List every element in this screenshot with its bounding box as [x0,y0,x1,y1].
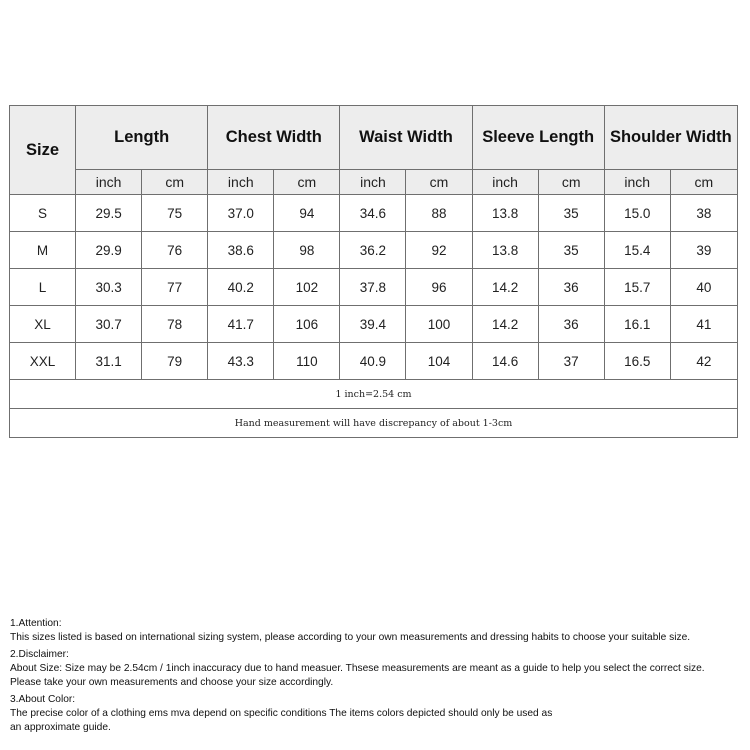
measure-cell: 14.2 [472,269,538,306]
measure-cell: 38.6 [208,232,274,269]
measure-cell: 98 [274,232,340,269]
measure-cell: 104 [406,343,472,380]
disclaimer-text: About Size: Size may be 2.54cm / 1inch inaccuracy due to hand measuer. Thsese measurements are meant as a guide to help you select the correct size. [10,663,705,674]
measure-cell: 30.3 [76,269,142,306]
unit-cell: inch [604,170,670,195]
measure-cell: 92 [406,232,472,269]
measure-cell: 15.0 [604,195,670,232]
attention-section [10,617,745,645]
header-row [10,106,738,170]
table-row [10,232,738,269]
table-row [10,195,738,232]
unit-cell: cm [670,170,737,195]
measure-cell: 39.4 [340,306,406,343]
measure-cell: 41 [670,306,737,343]
unit-cell: cm [406,170,472,195]
measure-cell: 34.6 [340,195,406,232]
measure-cell: 40 [670,269,737,306]
measure-cell: 35 [538,232,604,269]
header-chest-width: Chest Width [208,106,340,170]
size-notes [10,617,745,738]
measure-cell: 96 [406,269,472,306]
measure-cell: 36 [538,269,604,306]
measure-cell: 40.2 [208,269,274,306]
size-cell: M [10,232,76,269]
measure-cell: 37.8 [340,269,406,306]
measure-cell: 38 [670,195,737,232]
discrepancy-note: Hand measurement will have discrepancy of about 1-3cm [10,409,738,438]
measure-cell: 16.5 [604,343,670,380]
header-waist-width: Waist Width [340,106,472,170]
measure-cell: 29.5 [76,195,142,232]
disclaimer-text: Please take your own measurements and choose your size accordingly. [10,677,334,688]
color-text: an approximate guide. [10,722,111,733]
size-cell: L [10,269,76,306]
size-cell: S [10,195,76,232]
unit-cell: inch [76,170,142,195]
measure-cell: 30.7 [76,306,142,343]
conversion-note: 1 inch=2.54 cm [10,380,738,409]
unit-row [10,170,738,195]
table-row [10,343,738,380]
measure-cell: 31.1 [76,343,142,380]
attention-title: 1.Attention: [10,618,62,629]
measure-cell: 41.7 [208,306,274,343]
discrepancy-row [10,409,738,438]
color-text: The precise color of a clothing ems mva depend on specific conditions The items colors depicted should only be used as [10,708,553,719]
measure-cell: 29.9 [76,232,142,269]
measure-cell: 13.8 [472,195,538,232]
size-cell: XXL [10,343,76,380]
unit-cell: cm [142,170,208,195]
size-header: Size [10,106,76,195]
measure-cell: 78 [142,306,208,343]
unit-cell: inch [340,170,406,195]
unit-cell: cm [538,170,604,195]
measure-cell: 88 [406,195,472,232]
measure-cell: 13.8 [472,232,538,269]
measure-cell: 15.7 [604,269,670,306]
measure-cell: 14.6 [472,343,538,380]
measure-cell: 43.3 [208,343,274,380]
table-row [10,306,738,343]
header-length: Length [76,106,208,170]
disclaimer-title: 2.Disclaimer: [10,649,69,660]
disclaimer-section [10,648,745,690]
header-sleeve-length: Sleeve Length [472,106,604,170]
measure-cell: 16.1 [604,306,670,343]
measure-cell: 100 [406,306,472,343]
measure-cell: 42 [670,343,737,380]
unit-cell: inch [472,170,538,195]
measure-cell: 37 [538,343,604,380]
unit-cell: inch [208,170,274,195]
table-row [10,269,738,306]
measure-cell: 106 [274,306,340,343]
measure-cell: 35 [538,195,604,232]
header-shoulder-width: Shoulder Width [604,106,737,170]
measure-cell: 14.2 [472,306,538,343]
color-section [10,693,745,735]
measure-cell: 110 [274,343,340,380]
size-cell: XL [10,306,76,343]
measure-cell: 94 [274,195,340,232]
measure-cell: 36.2 [340,232,406,269]
measure-cell: 79 [142,343,208,380]
measure-cell: 75 [142,195,208,232]
measure-cell: 39 [670,232,737,269]
conversion-row [10,380,738,409]
attention-text: This sizes listed is based on international sizing system, please according to your own measurements and dressing habits to choose your suitable size. [10,632,691,643]
measure-cell: 102 [274,269,340,306]
measure-cell: 37.0 [208,195,274,232]
measure-cell: 77 [142,269,208,306]
measure-cell: 15.4 [604,232,670,269]
color-title: 3.About Color: [10,694,76,705]
measure-cell: 76 [142,232,208,269]
measure-cell: 36 [538,306,604,343]
size-chart-table [9,105,738,438]
unit-cell: cm [274,170,340,195]
measure-cell: 40.9 [340,343,406,380]
